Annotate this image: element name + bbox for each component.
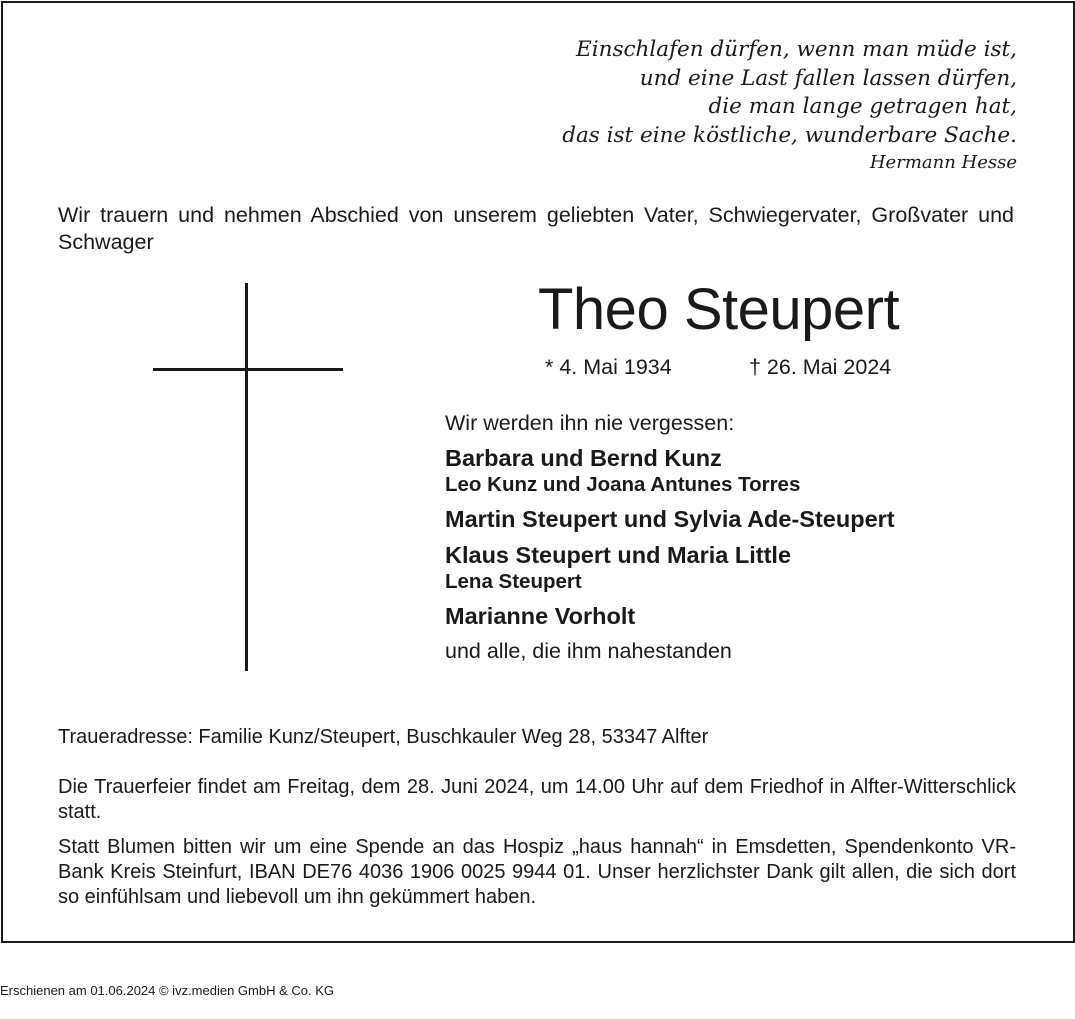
birth-date: * 4. Mai 1934 [545,355,672,379]
mourners-closing: und alle, die ihm nahestanden [445,639,732,663]
cross-icon-horizontal [153,368,343,371]
quote-line: die man lange getragen hat, [708,94,1017,119]
quote-author: Hermann Hesse [869,152,1017,173]
mourner-main: Martin Steupert und Sylvia Ade-Steupert [445,506,895,532]
mourner-sub: Leo Kunz und Joana Antunes Torres [445,473,801,496]
quote-line: das ist eine köstliche, wunderbare Sache. [562,122,1017,148]
mourner-main: Barbara und Bernd Kunz [445,445,722,471]
mourners-list [445,410,895,664]
publication-footer: Erschienen am 01.06.2024 © ivz.medien GmbH & Co. KG [0,983,335,998]
mourner-sub: Lena Steupert [445,570,582,593]
death-date: † 26. Mai 2024 [749,355,892,379]
donation-info: Statt Blumen bitten wir um eine Spende an das Hospiz „haus hannah“ in Emsdetten, Spendenkonto VR-Bank Kreis Steinfurt, IBAN DE76 4036 1906 0025 9944 01. Unser herzlichster Dank gilt allen, die sich dort so einfühlsam und liebevoll um ihn gekümmert haben. [58,836,1016,908]
quote-line: Einschlafen dürfen, wenn man müde ist, [576,37,1017,62]
intro-text: Wir trauern und nehmen Abschied von unserem geliebten Vater, Schwiegervater, Großvater und Schwager [58,203,1014,254]
mourning-address: Traueradresse: Familie Kunz/Steupert, Buschkauler Weg 28, 53347 Alfter [58,726,709,748]
cross-icon-vertical [245,283,248,671]
mourners-lead: Wir werden ihn nie vergessen: [445,411,735,435]
funeral-info: Die Trauerfeier findet am Freitag, dem 28. Juni 2024, um 14.00 Uhr auf dem Friedhof in Alfter-Witterschlick statt. [58,776,1016,823]
deceased-name: Theo Steupert [538,277,900,342]
quote-line: und eine Last fallen lassen dürfen, [639,65,1017,91]
mourner-main: Marianne Vorholt [445,603,636,629]
hesse-quote [562,36,1017,176]
mourner-main: Klaus Steupert und Maria Little [445,542,792,568]
